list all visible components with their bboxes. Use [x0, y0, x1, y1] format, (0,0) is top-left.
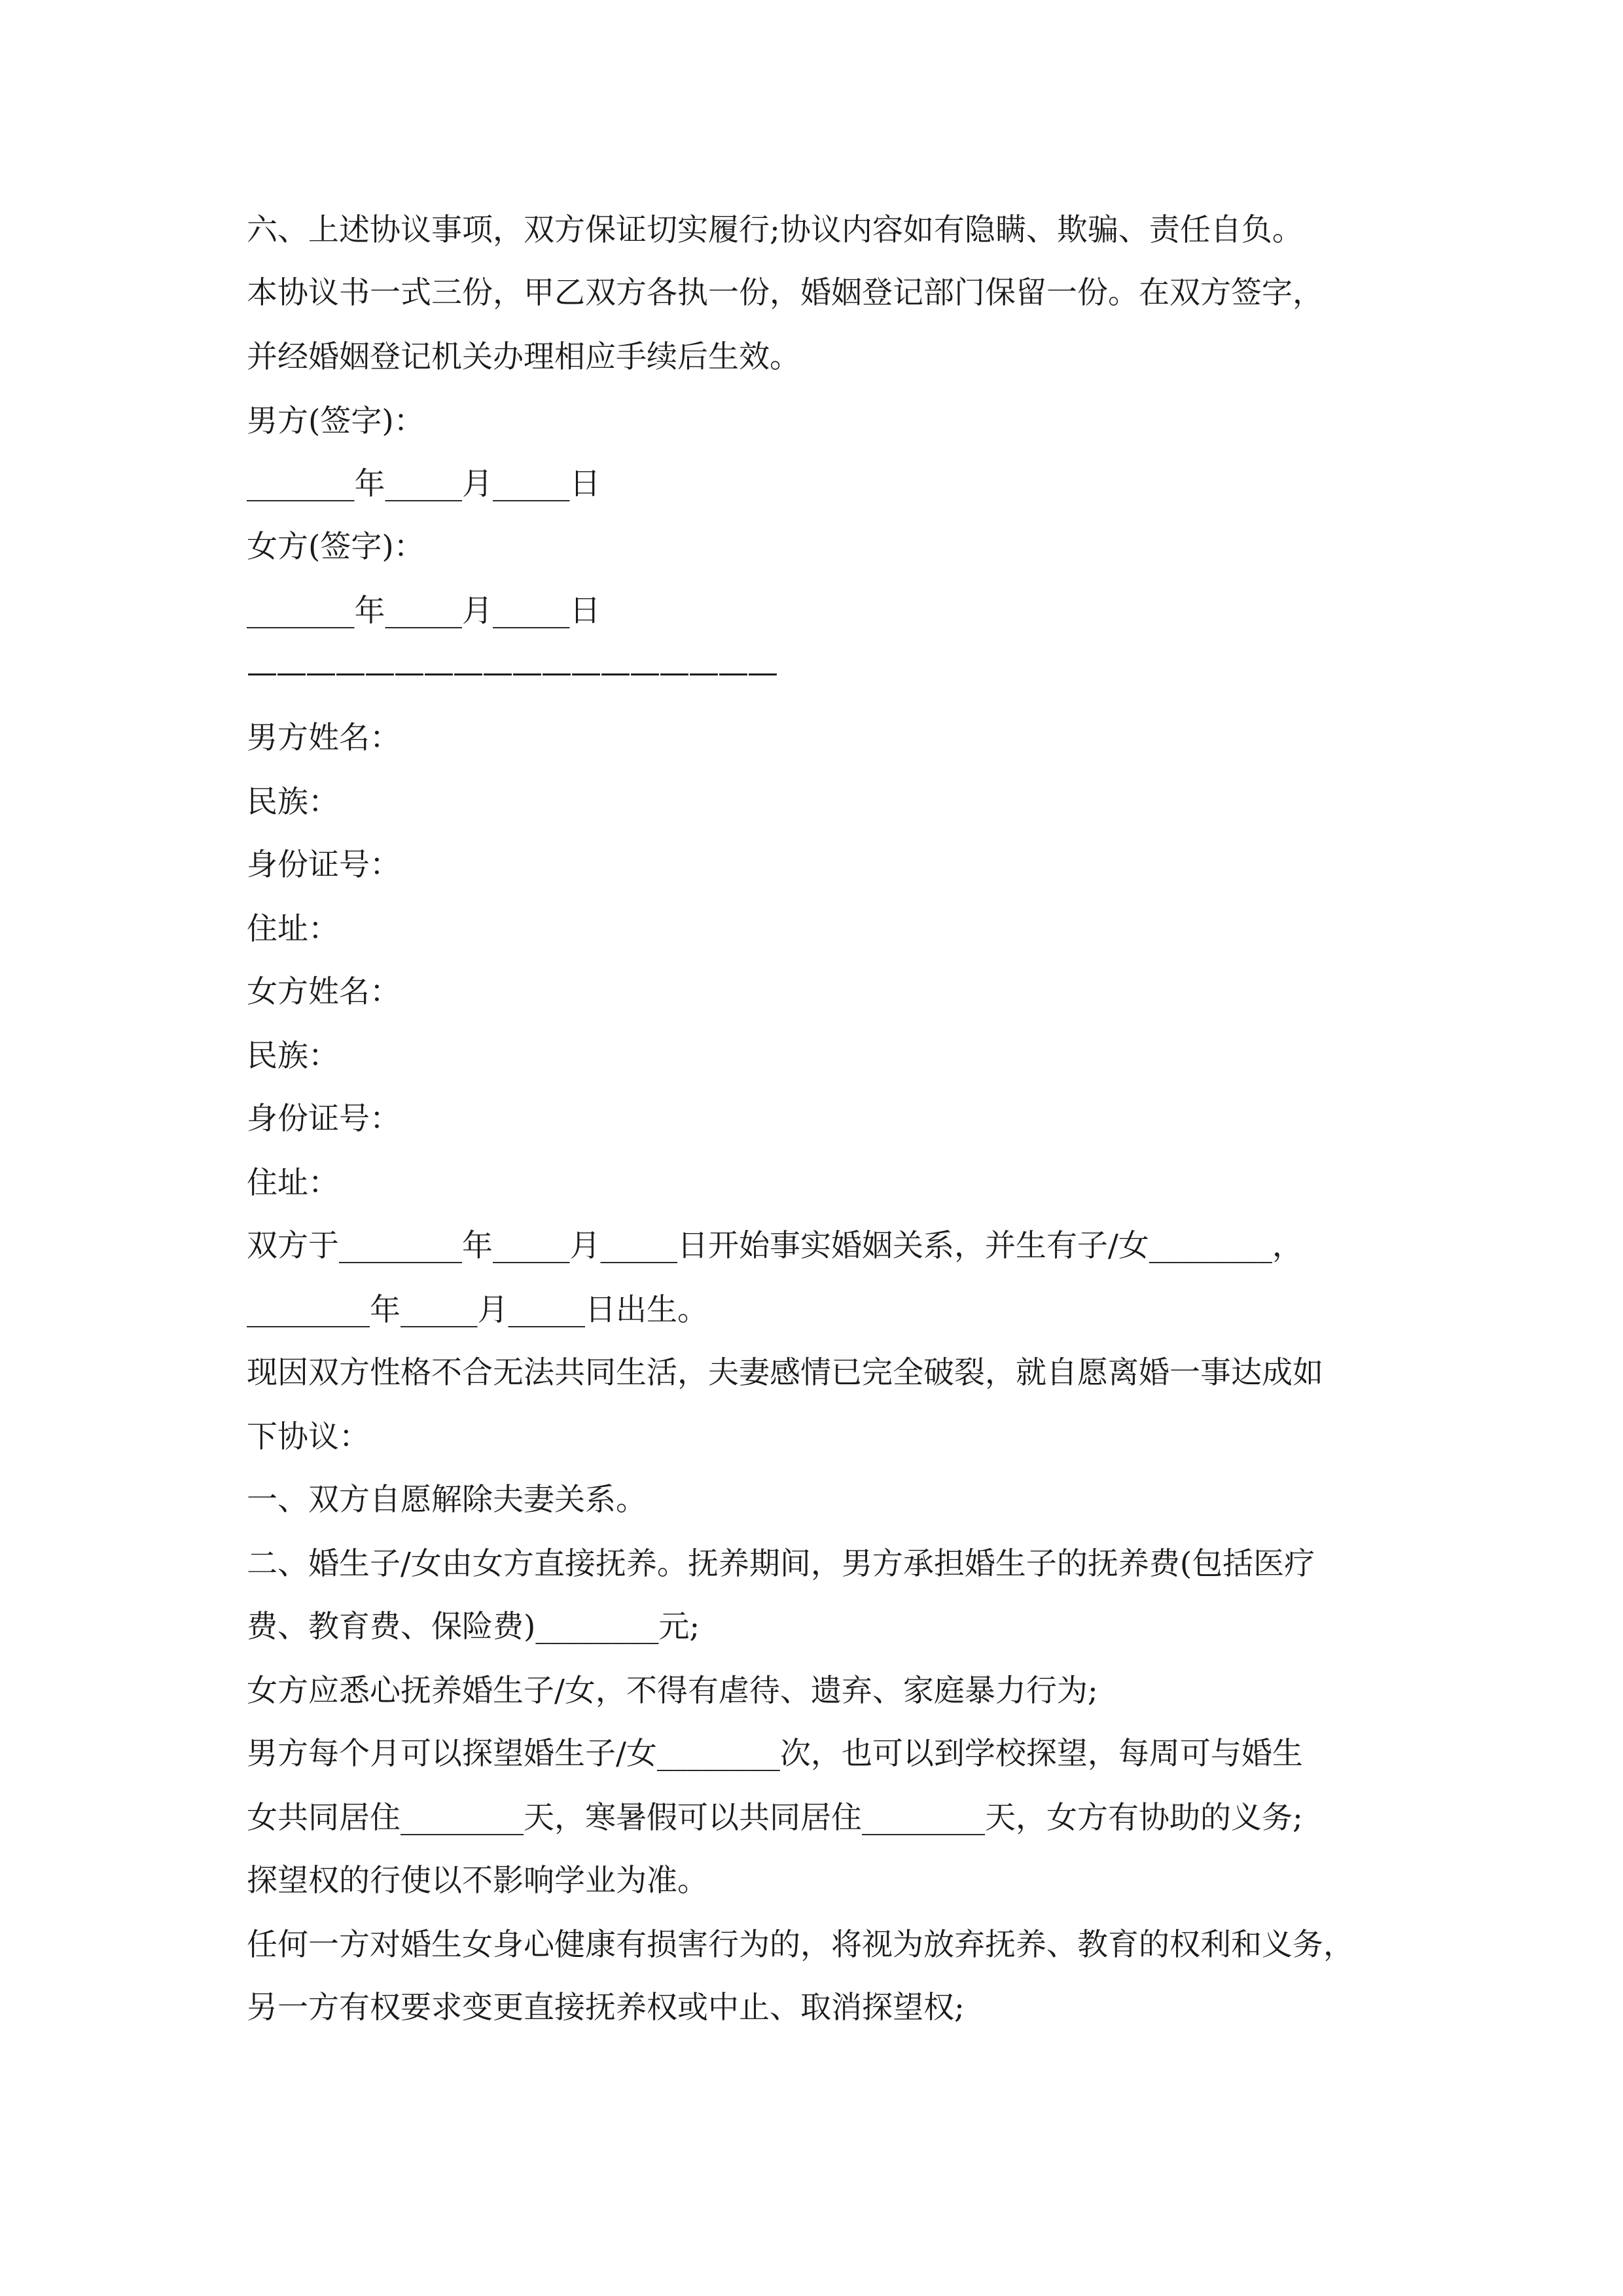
section-divider: —————————————————— [247, 655, 777, 691]
marriage-start-clause: 双方于________年_____月_____日开始事实婚姻关系，并生有子/女________， [247, 1228, 1303, 1264]
clause-two-fees: 费、教育费、保险费)________元; [247, 1609, 700, 1645]
female-signature-label: 女方(签字)： [247, 529, 425, 565]
effective-clause: 并经婚姻登记机关办理相应手续后生效。 [247, 339, 800, 375]
copies-clause: 本协议书一式三份，甲乙双方各执一份，婚姻登记部门保留一份。在双方签字， [247, 275, 1323, 311]
cohabitation-clause: 女共同居住________天，寒暑假可以共同居住________天，女方有协助的义务; [247, 1800, 1303, 1836]
clause-two: 二、婚生子/女由女方直接抚养。抚养期间，男方承担婚生子的抚养费(包括医疗 [247, 1546, 1315, 1582]
female-duty-clause: 女方应悉心抚养婚生子/女，不得有虐待、遗弃、家庭暴力行为; [247, 1673, 1098, 1709]
female-id-number-field: 身份证号： [247, 1101, 401, 1137]
male-signature-date: _______年_____月_____日 [247, 466, 601, 502]
visitation-condition: 探望权的行使以不影响学业为准。 [247, 1863, 708, 1899]
female-address-field: 住址： [247, 1165, 339, 1201]
child-birth-date: ________年_____月_____日出生。 [247, 1292, 708, 1328]
male-signature-label: 男方(签字)： [247, 403, 425, 439]
male-ethnicity-field: 民族： [247, 784, 339, 820]
divorce-reason: 现因双方性格不合无法共同生活，夫妻感情已完全破裂，就自愿离婚一事达成如 [247, 1355, 1323, 1391]
harm-clause: 任何一方对婚生女身心健康有损害行为的，将视为放弃抚养、教育的权利和义务， [247, 1927, 1354, 1963]
male-id-number-field: 身份证号： [247, 847, 401, 883]
visitation-clause: 男方每个月可以探望婚生子/女________次，也可以到学校探望，每周可与婚生 [247, 1736, 1303, 1772]
custody-change-clause: 另一方有权要求变更直接抚养权或中止、取消探望权; [247, 1990, 965, 2026]
clause-six: 六、上述协议事项，双方保证切实履行;协议内容如有隐瞒、欺骗、责任自负。 [247, 212, 1303, 248]
male-address-field: 住址： [247, 911, 339, 947]
agreement-intro: 下协议： [247, 1419, 370, 1455]
female-ethnicity-field: 民族： [247, 1038, 339, 1074]
clause-one: 一、双方自愿解除夫妻关系。 [247, 1482, 647, 1518]
male-name-field: 男方姓名： [247, 720, 401, 756]
female-name-field: 女方姓名： [247, 974, 401, 1010]
female-signature-date: _______年_____月_____日 [247, 593, 601, 629]
